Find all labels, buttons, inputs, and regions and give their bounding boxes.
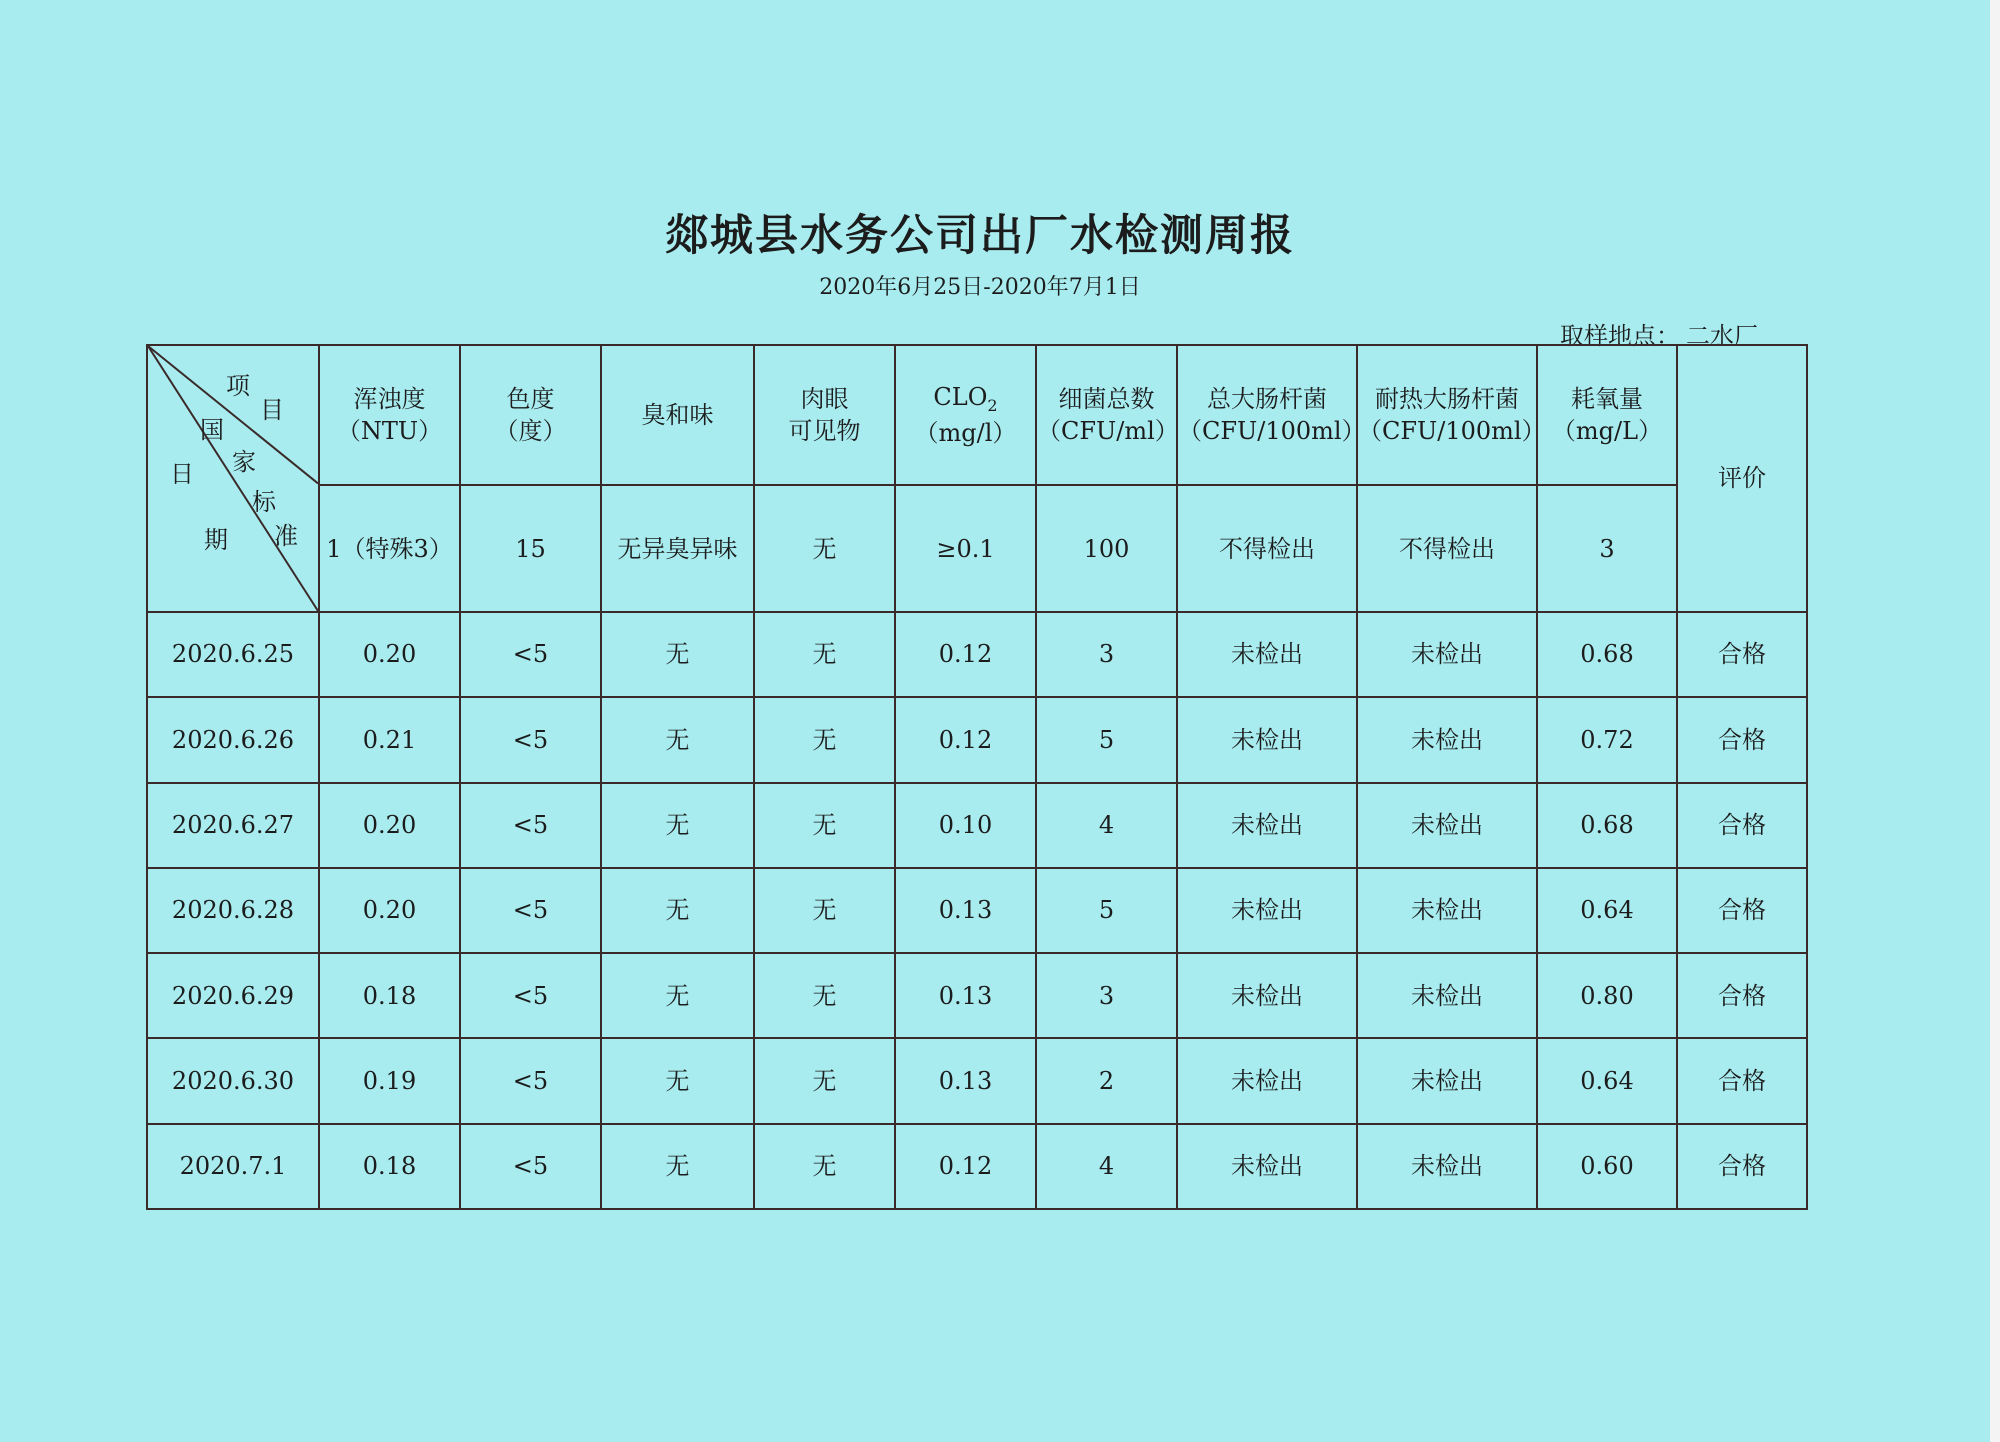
row-evaluation: 合格 [1677, 1038, 1807, 1123]
row-value: 0.60 [1537, 1124, 1677, 1209]
row-value: 未检出 [1177, 1124, 1357, 1209]
water-quality-table [146, 344, 1808, 1210]
row-date: 2020.6.27 [147, 783, 319, 868]
row-date: 2020.6.30 [147, 1038, 319, 1123]
row-value: <5 [460, 1124, 601, 1209]
row-value: 未检出 [1357, 1124, 1537, 1209]
row-value: 4 [1036, 783, 1177, 868]
std-bacteria: 100 [1036, 485, 1177, 611]
col-bacteria-name: 细菌总数 [1058, 384, 1155, 413]
row-value: 0.64 [1537, 868, 1677, 953]
row-value: <5 [460, 1038, 601, 1123]
std-total-coliform: 不得检出 [1177, 485, 1357, 611]
col-color-name: 色度 [506, 384, 555, 413]
row-evaluation: 合格 [1677, 868, 1807, 953]
col-header-total-coliform [1177, 345, 1366, 485]
col-header-visible-matter [754, 345, 895, 485]
row-value: 无 [754, 697, 895, 782]
table-row [147, 953, 1807, 1038]
row-value: 5 [1036, 697, 1177, 782]
row-value: 未检出 [1177, 1038, 1357, 1123]
col-visible-name: 肉眼 可见物 [788, 384, 861, 446]
std-clo2: ≥0.1 [895, 485, 1036, 611]
row-value: 0.13 [895, 953, 1036, 1038]
row-date: 2020.6.29 [147, 953, 319, 1038]
col-header-oxygen [1537, 345, 1677, 485]
row-value: 0.12 [895, 1124, 1036, 1209]
std-odor: 无异臭异味 [601, 485, 754, 611]
corner-item-char-2: 目 [260, 396, 284, 424]
row-value: 未检出 [1357, 953, 1537, 1038]
row-value: 无 [754, 783, 895, 868]
row-value: 0.64 [1537, 1038, 1677, 1123]
sampling-location-value: 二水厂 [1686, 322, 1758, 350]
row-value: 3 [1036, 953, 1177, 1038]
header-row-standards [147, 485, 1807, 611]
corner-item-char-1: 项 [226, 372, 250, 400]
row-value: <5 [460, 612, 601, 697]
row-value: 0.68 [1537, 612, 1677, 697]
col-oxygen-unit: （mg/L） [1551, 417, 1663, 446]
corner-standard-char-3: 标 [252, 488, 276, 516]
row-value: 未检出 [1357, 697, 1537, 782]
std-turbidity: 1（特殊3） [319, 485, 460, 611]
std-visible-matter: 无 [754, 485, 895, 611]
header-row-items [147, 345, 1807, 485]
row-value: 未检出 [1177, 697, 1357, 782]
row-value: 无 [601, 953, 754, 1038]
row-value: 无 [601, 1124, 754, 1209]
col-header-clo2 [895, 345, 1036, 485]
col-header-color [460, 345, 601, 485]
col-header-evaluation: 评价 [1677, 345, 1807, 612]
row-date: 2020.6.28 [147, 868, 319, 953]
table-row [147, 783, 1807, 868]
row-value: 0.13 [895, 1038, 1036, 1123]
row-value: <5 [460, 868, 601, 953]
table-row [147, 1038, 1807, 1123]
row-evaluation: 合格 [1677, 783, 1807, 868]
row-value: 0.21 [319, 697, 460, 782]
row-value: 无 [601, 783, 754, 868]
row-value: 3 [1036, 612, 1177, 697]
row-value: 0.19 [319, 1038, 460, 1123]
row-value: <5 [460, 697, 601, 782]
row-value: 无 [601, 612, 754, 697]
col-odor-name: 臭和味 [641, 401, 714, 430]
report-date-range: 2020年6月25日-2020年7月1日 [819, 275, 1141, 300]
row-value: <5 [460, 783, 601, 868]
corner-standard-char-1: 国 [200, 416, 224, 444]
row-value: 无 [601, 1038, 754, 1123]
row-value: 未检出 [1177, 953, 1357, 1038]
std-oxygen: 3 [1537, 485, 1677, 611]
col-header-bacteria [1036, 345, 1177, 485]
row-value: <5 [460, 953, 601, 1038]
row-date: 2020.6.25 [147, 612, 319, 697]
corner-date-char-1: 日 [170, 460, 194, 488]
col-turbidity-name: 浑浊度 [353, 384, 426, 413]
col-clo2-name: $CLO_2$ [933, 383, 998, 416]
row-value: 0.12 [895, 697, 1036, 782]
row-value: 0.13 [895, 868, 1036, 953]
row-value: 无 [754, 1038, 895, 1123]
row-value: 0.68 [1537, 783, 1677, 868]
row-value: 4 [1036, 1124, 1177, 1209]
row-value: 无 [754, 1124, 895, 1209]
row-evaluation: 合格 [1677, 1124, 1807, 1209]
row-value: 未检出 [1177, 612, 1357, 697]
row-value: 无 [754, 953, 895, 1038]
row-value: 0.80 [1537, 953, 1677, 1038]
report-title: 郯城县水务公司出厂水检测周报 [665, 211, 1295, 261]
col-total-coliform-name: 总大肠杆菌 [1207, 384, 1327, 413]
sampling-location-label: 取样地点： [1560, 322, 1680, 350]
std-color: 15 [460, 485, 601, 611]
col-color-unit: （度） [494, 417, 567, 446]
row-value: 0.20 [319, 868, 460, 953]
col-total-coliform-unit: （CFU/100ml） [1178, 417, 1366, 446]
row-value: 未检出 [1357, 783, 1537, 868]
row-evaluation: 合格 [1677, 612, 1807, 697]
row-value: 0.18 [319, 953, 460, 1038]
row-evaluation: 合格 [1677, 697, 1807, 782]
table-row [147, 1124, 1807, 1209]
corner-header-cell [147, 345, 319, 612]
row-value: 无 [754, 612, 895, 697]
row-value: 0.20 [319, 612, 460, 697]
col-clo2-unit: （mg/l） [914, 418, 1017, 447]
corner-standard-char-4: 准 [274, 522, 298, 550]
corner-date-char-2: 期 [204, 526, 228, 554]
col-header-thermo-coliform [1357, 345, 1546, 485]
row-value: 0.12 [895, 612, 1036, 697]
col-header-odor [601, 345, 754, 485]
col-turbidity-unit: （NTU） [336, 417, 443, 446]
table-row [147, 697, 1807, 782]
table-row [147, 868, 1807, 953]
corner-standard-char-2: 家 [232, 448, 256, 476]
row-value: 无 [754, 868, 895, 953]
row-date: 2020.7.1 [147, 1124, 319, 1209]
row-value: 2 [1036, 1038, 1177, 1123]
row-value: 无 [601, 868, 754, 953]
col-thermo-coliform-unit: （CFU/100ml） [1358, 417, 1546, 446]
row-evaluation: 合格 [1677, 953, 1807, 1038]
table-row [147, 612, 1807, 697]
data-rows [147, 612, 1807, 1209]
col-thermo-coliform-name: 耐热大肠杆菌 [1375, 384, 1519, 413]
row-value: 5 [1036, 868, 1177, 953]
col-header-turbidity [319, 345, 460, 485]
row-value: 未检出 [1177, 783, 1357, 868]
std-thermo-coliform: 不得检出 [1357, 485, 1537, 611]
row-value: 0.72 [1537, 697, 1677, 782]
row-value: 0.18 [319, 1124, 460, 1209]
row-value: 未检出 [1177, 868, 1357, 953]
row-value: 无 [601, 697, 754, 782]
row-value: 未检出 [1357, 868, 1537, 953]
row-value: 未检出 [1357, 1038, 1537, 1123]
row-value: 未检出 [1357, 612, 1537, 697]
row-value: 0.20 [319, 783, 460, 868]
row-date: 2020.6.26 [147, 697, 319, 782]
col-bacteria-unit: （CFU/ml） [1037, 417, 1179, 446]
row-value: 0.10 [895, 783, 1036, 868]
col-oxygen-name: 耗氧量 [1571, 384, 1643, 413]
